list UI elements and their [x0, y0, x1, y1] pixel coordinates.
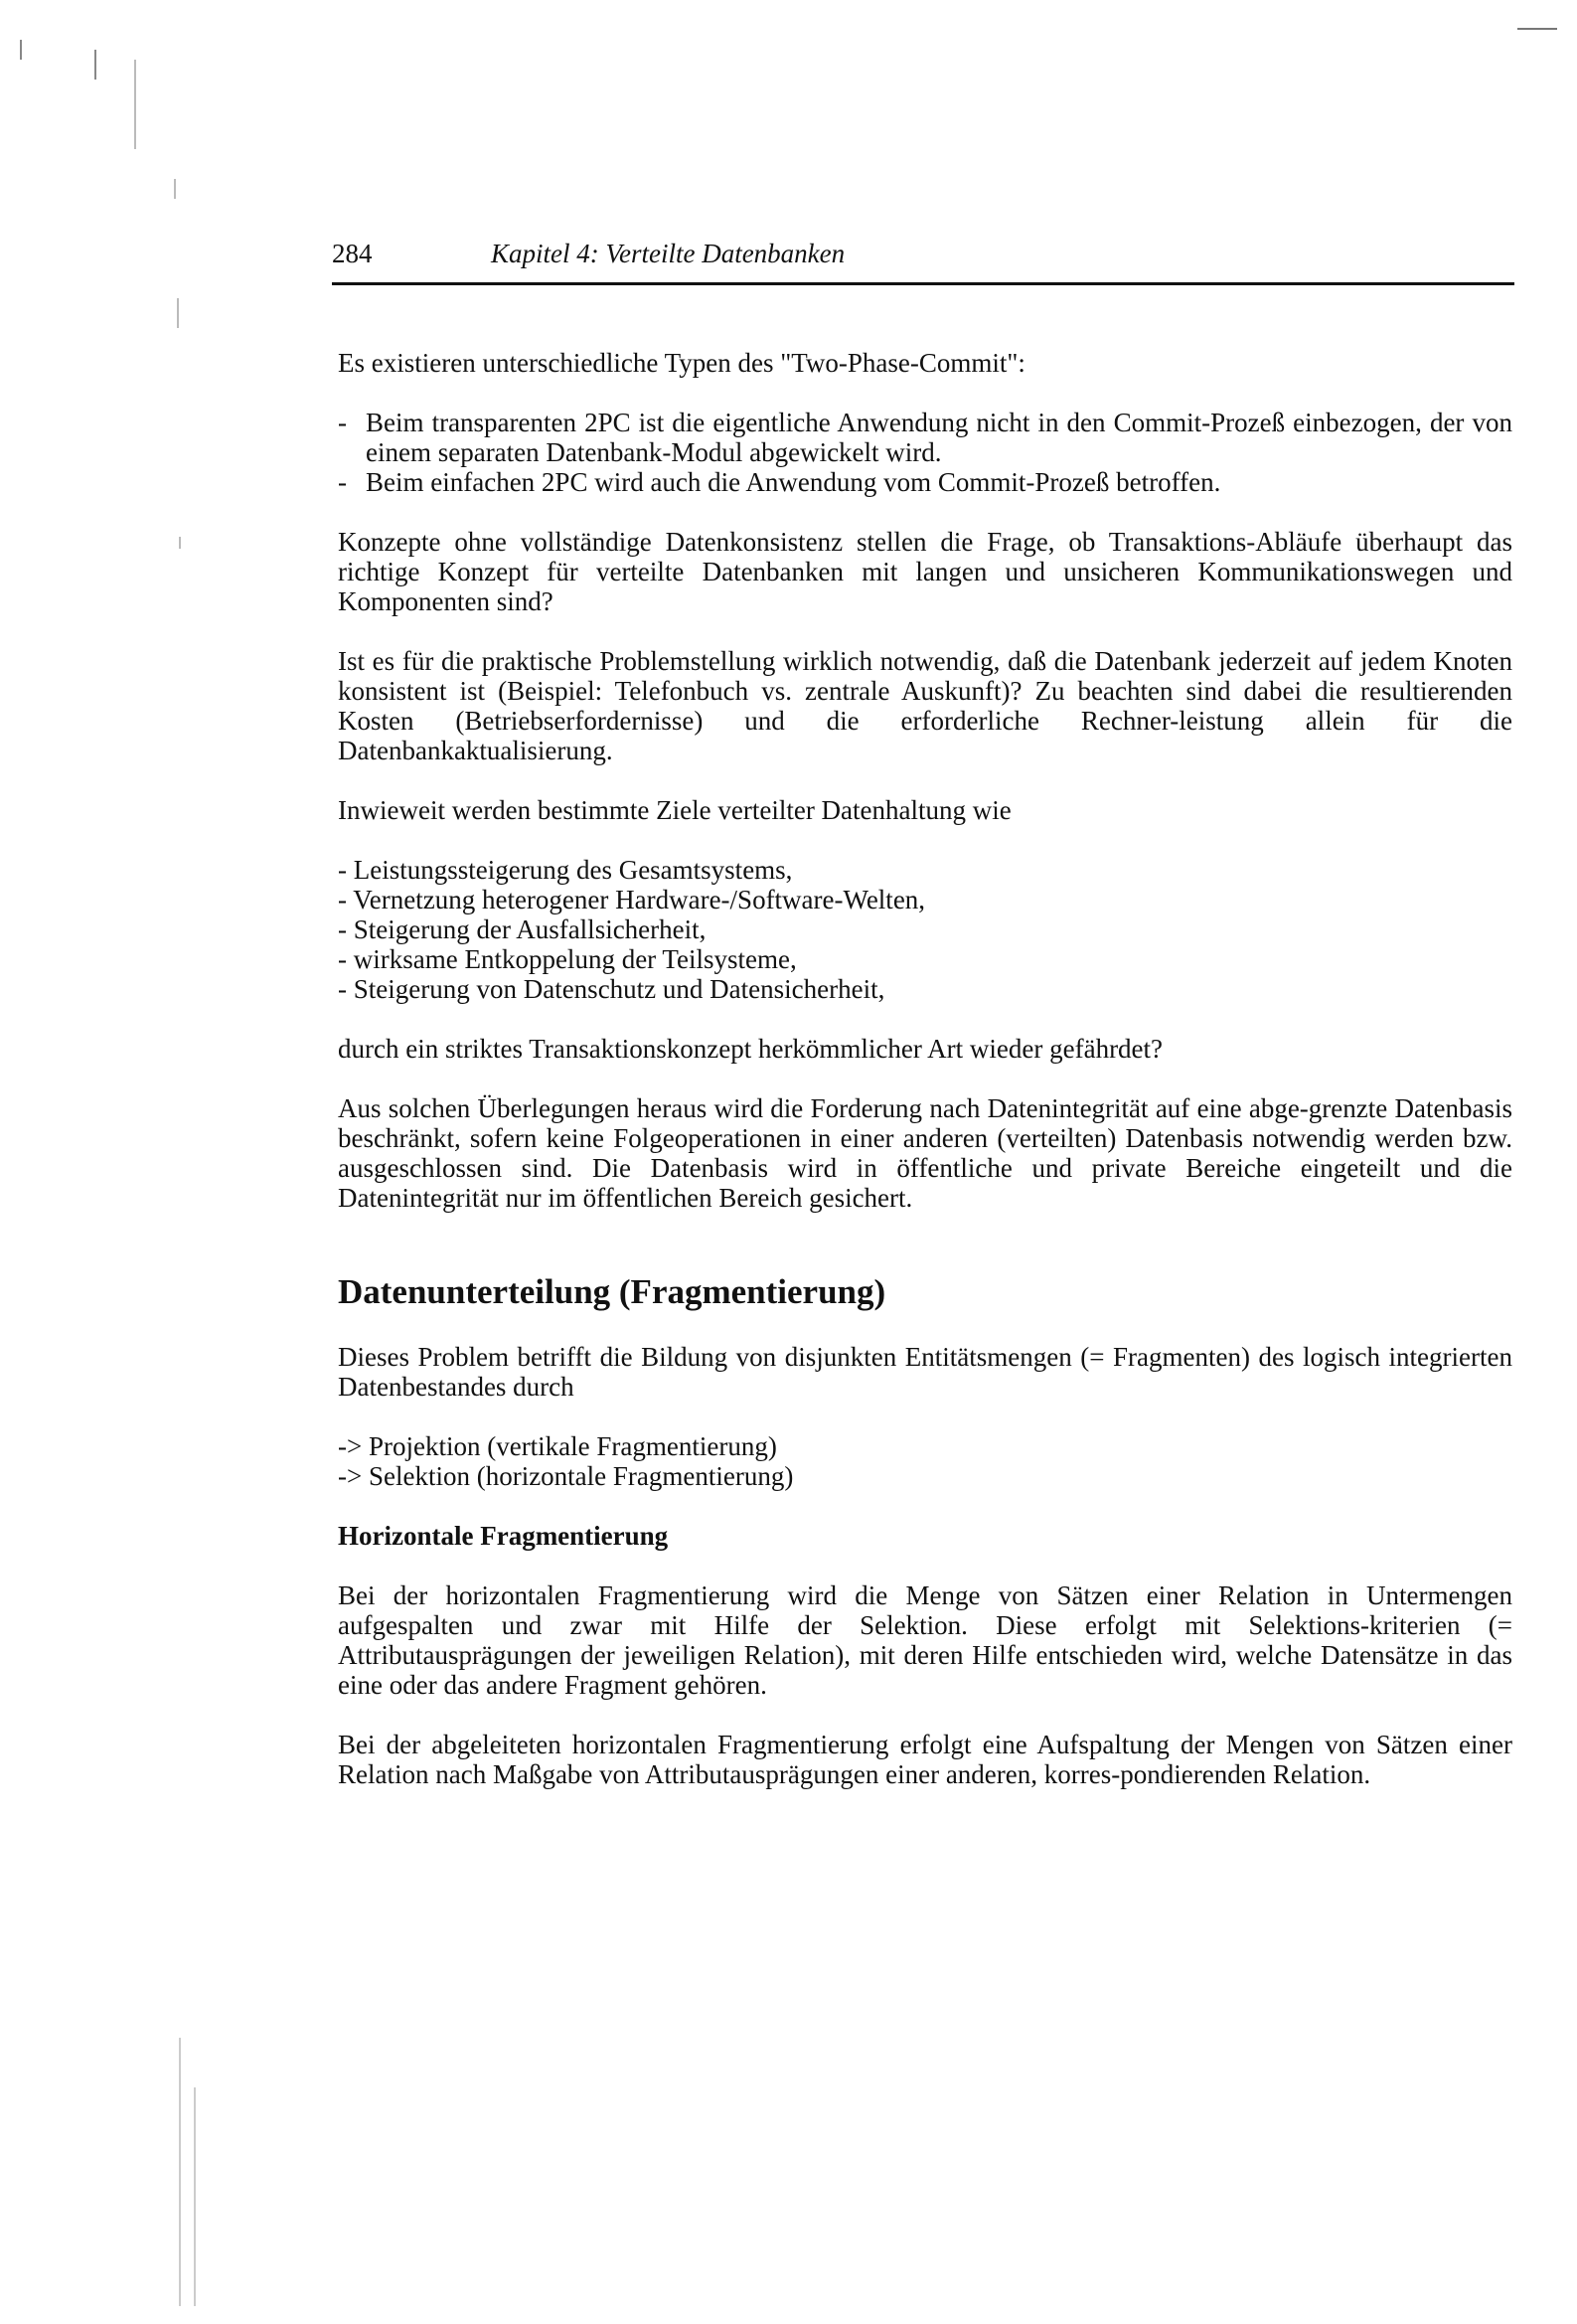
list-item: - wirksame Entkoppelung der Teilsysteme, — [338, 944, 797, 974]
page-number: 284 — [332, 239, 373, 268]
section-intro-paragraph: Dieses Problem betrifft die Bildung von disjunkten Entitätsmengen (= Fragmenten) des logisch integrierten Datenbestandes durch — [338, 1342, 1512, 1402]
page-header — [332, 239, 1514, 285]
list-item: - Steigerung der Ausfallsicherheit, — [338, 914, 707, 944]
commit-types-list — [338, 408, 1512, 497]
list-item: -> Projektion (vertikale Fragmentierung) — [338, 1431, 777, 1461]
scan-corner-mark — [1517, 28, 1557, 30]
list-item: - Vernetzung heterogener Hardware-/Software-Welten, — [338, 885, 926, 914]
list-item: - Beim einfachen 2PC wird auch die Anwendung vom Commit-Prozeß betroffen. — [338, 467, 1512, 497]
list-item: - Leistungssteigerung des Gesamtsystems, — [338, 855, 793, 885]
fragmentation-methods-list — [338, 1431, 1512, 1491]
goals-intro-paragraph: Inwieweit werden bestimmte Ziele verteilter Datenhaltung wie — [338, 795, 1012, 825]
intro-paragraph: Es existieren unterschiedliche Typen des "Two-Phase-Commit": — [338, 348, 1025, 378]
list-item: - Beim transparenten 2PC ist die eigentliche Anwendung nicht in den Commit-Prozeß einbezogen, der von einem separaten Datenbank-Modul abgewickelt wird. — [338, 408, 1512, 467]
page-content — [338, 348, 1512, 1819]
goals-outro-paragraph: durch ein striktes Transaktionskonzept herkömmlicher Art wieder gefährdet? — [338, 1034, 1164, 1064]
question-paragraph: Ist es für die praktische Problemstellung wirklich notwendig, daß die Datenbank jederzeit auf jedem Knoten konsistent ist (Beispiel: Telefonbuch vs. zentrale Auskunft)? Zu beachten sind dabei die resultierenden Kosten (Betriebserfordernisse) und die erforderliche Rechner-leistung allein für die Datenbankaktualisierung. — [338, 646, 1512, 765]
horizontal-fragmentation-paragraph: Bei der horizontalen Fragmentierung wird die Menge von Sätzen einer Relation in Untermengen aufgespalten und zwar mit Hilfe der Selektion. Diese erfolgt mit Selektions-kriterien (= Attributausprägungen der jeweiligen Relation), mit deren Hilfe entschieden wird, welche Datensätze in das eine oder das andere Fragment gehören. — [338, 1580, 1512, 1700]
list-item: - Steigerung von Datenschutz und Datensicherheit, — [338, 974, 885, 1004]
list-item: -> Selektion (horizontale Fragmentierung) — [338, 1461, 794, 1491]
running-title: Kapitel 4: Verteilte Datenbanken — [491, 239, 846, 268]
derived-fragmentation-paragraph: Bei der abgeleiteten horizontalen Fragmentierung erfolgt eine Aufspaltung der Mengen von Sätzen einer Relation nach Maßgabe von Attributausprägungen einer anderen, korres-pondierenden Relation. — [338, 1730, 1512, 1789]
section-heading: Datenunterteilung (Fragmentierung) — [338, 1272, 886, 1311]
subsection-heading: Horizontale Fragmentierung — [338, 1521, 669, 1551]
scan-margin-artifacts — [0, 0, 199, 2324]
goals-list — [338, 855, 1512, 1004]
considerations-paragraph: Aus solchen Überlegungen heraus wird die Forderung nach Datenintegrität auf eine abge-grenzte Datenbasis beschränkt, sofern keine Folgeoperationen in einer anderen (verteilten) Datenbasis notwendig werden bzw. ausgeschlossen sind. Die Datenbasis wird in öffentliche und private Bereiche eingeteilt und die Datenintegrität nur im öffentlichen Bereich gesichert. — [338, 1093, 1512, 1213]
concepts-paragraph: Konzepte ohne vollständige Datenkonsistenz stellen die Frage, ob Transaktions-Abläufe überhaupt das richtige Konzept für verteilte Datenbanken mit langen und unsicheren Kommunikationswegen und Komponenten sind? — [338, 527, 1512, 616]
